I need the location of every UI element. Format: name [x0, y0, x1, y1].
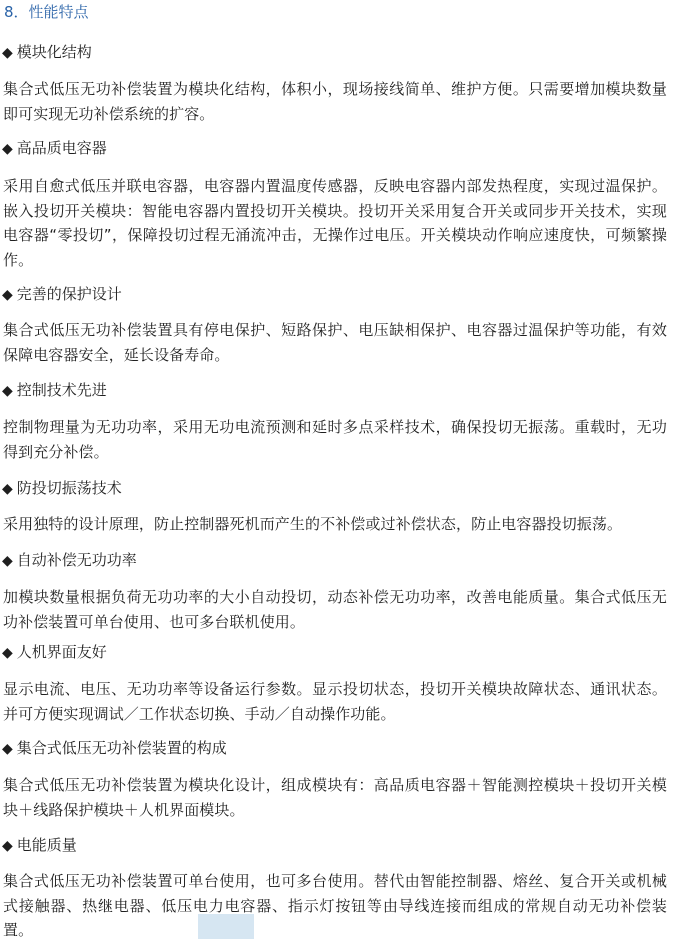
- feature-body: 控制物理量为无功功率，采用无功电流预测和延时多点采样技术，确保投切无振荡。重载时，无功得到充分补偿。: [3, 418, 667, 461]
- diamond-bullet-icon: ◆: [2, 481, 13, 497]
- feature-heading-text: 自动补偿无功功率: [16, 551, 137, 569]
- feature-heading-text: 高品质电容器: [16, 139, 107, 157]
- feature-body: 采用自愈式低压并联电容器，电容器内置温度传感器，反映电容器内部发热程度，实现过温保护。嵌入投切开关模块：智能电容器内置投切开关模块。投切开关采用复合开关或同步开关技术，实现电容器“零投切”，保障投切过程无涌流冲击，无操作过电压。开关模块动作响应速度快，可频繁操作。: [3, 177, 667, 269]
- feature-body: 集合式低压无功补偿装置可单台使用，也可多台使用。替代由智能控制器、熔丝、复合开关或机械式接触器、热继电器、低压电力电容器、指示灯按钮等由导线连接而组成的常规自动无功补偿装置。: [3, 872, 667, 939]
- feature-heading: [2, 137, 107, 160]
- feature-heading-text: 完善的保护设计: [16, 285, 122, 303]
- diamond-bullet-icon: ◆: [2, 141, 13, 157]
- section-title: 8．性能特点: [4, 3, 89, 21]
- feature-body: 显示电流、电压、无功功率等设备运行参数。显示投切状态，投切开关模块故障状态、通讯状态。并可方便实现调试／工作状态切换、手动／自动操作功能。: [3, 680, 667, 723]
- feature-heading: [2, 477, 122, 500]
- feature-heading-text: 人机界面友好: [16, 643, 107, 661]
- feature-heading: [2, 549, 137, 572]
- feature-body: 加模块数量根据负荷无功功率的大小自动投切，动态补偿无功功率，改善电能质量。集合式低压无功补偿装置可单台使用、也可多台联机使用。: [3, 588, 667, 631]
- feature-heading-text: 电能质量: [16, 836, 77, 854]
- diamond-bullet-icon: ◆: [2, 838, 13, 854]
- feature-heading: [2, 283, 122, 306]
- feature-heading-text: 模块化结构: [16, 43, 92, 61]
- feature-body: 采用独特的设计原理，防止控制器死机而产生的不补偿或过补偿状态，防止电容器投切振荡。: [3, 515, 623, 533]
- feature-heading: [2, 834, 77, 857]
- feature-heading: [2, 379, 107, 402]
- diamond-bullet-icon: ◆: [2, 45, 13, 61]
- feature-heading-text: 控制技术先进: [16, 381, 107, 399]
- feature-body: 集合式低压无功补偿装置为模块化设计，组成模块有：高品质电容器＋智能测控模块＋投切开关模块＋线路保护模块＋人机界面模块。: [3, 776, 667, 819]
- page-edge-marker: [198, 914, 254, 939]
- feature-heading-text: 防投切振荡技术: [16, 479, 122, 497]
- feature-heading: [2, 41, 92, 64]
- feature-heading-text: 集合式低压无功补偿装置的构成: [16, 739, 227, 757]
- diamond-bullet-icon: ◆: [2, 553, 13, 569]
- feature-body: 集合式低压无功补偿装置具有停电保护、短路保护、电压缺相保护、电容器过温保护等功能，有效保障电容器安全，延长设备寿命。: [3, 321, 667, 364]
- feature-heading: [2, 641, 107, 664]
- diamond-bullet-icon: ◆: [2, 287, 13, 303]
- diamond-bullet-icon: ◆: [2, 383, 13, 399]
- feature-body: 集合式低压无功补偿装置为模块化结构，体积小，现场接线简单、维护方便。只需要增加模块数量即可实现无功补偿系统的扩容。: [3, 80, 667, 123]
- diamond-bullet-icon: ◆: [2, 741, 13, 757]
- diamond-bullet-icon: ◆: [2, 645, 13, 661]
- feature-heading: [2, 737, 227, 760]
